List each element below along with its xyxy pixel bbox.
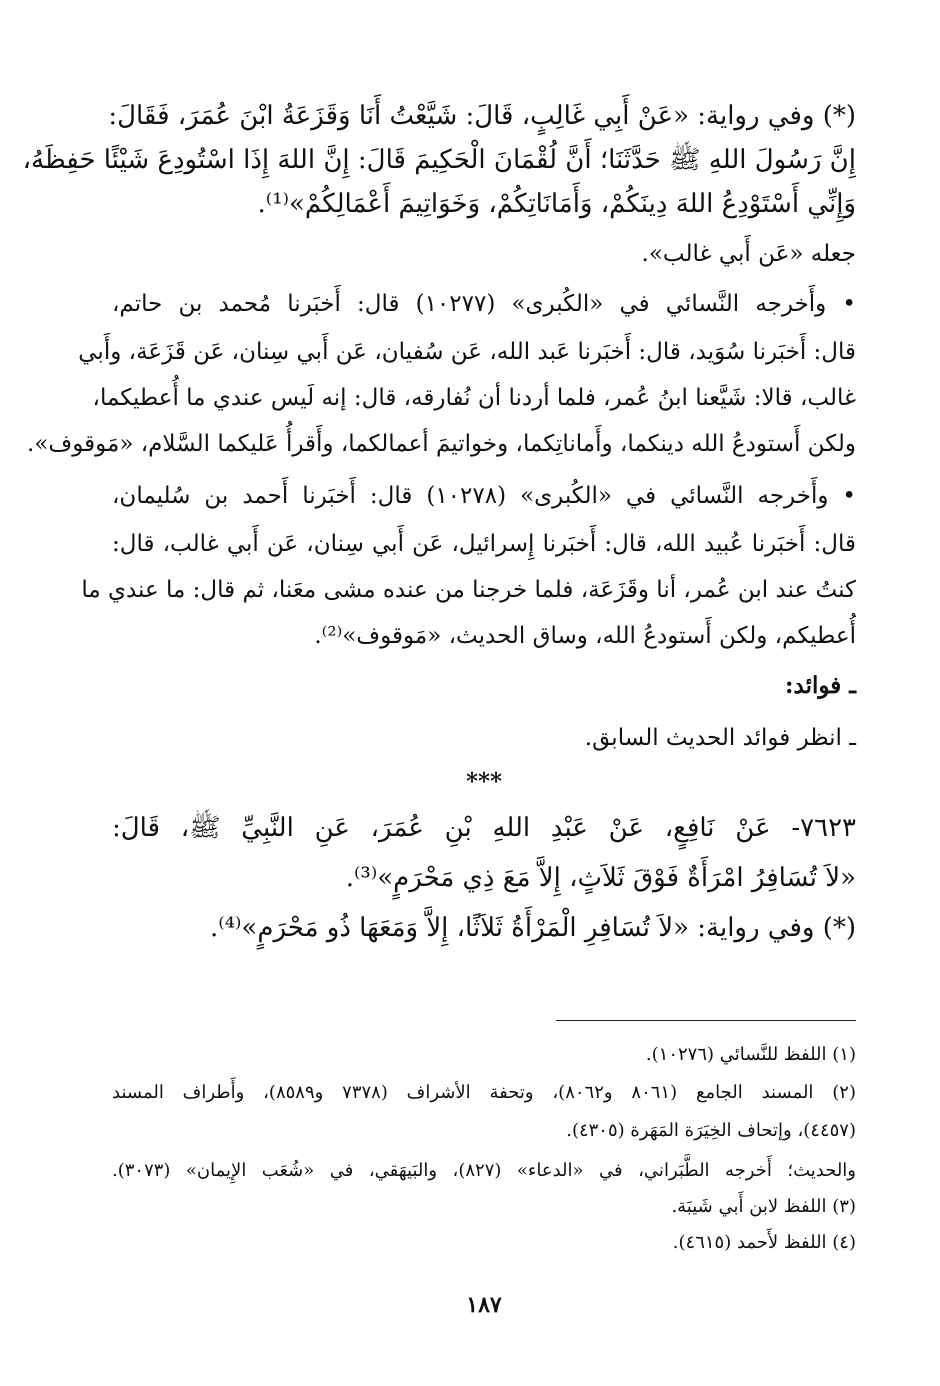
footnote-2-line-2: (٤٤٥٧)، وإتحاف الخِيَرَة المَهَرة (٤٣٠٥). bbox=[566, 1120, 856, 1141]
document-page bbox=[22, 96, 856, 1366]
hadith-line-1: ٧٦٢٣- عَنْ نَافِعٍ، عَنْ عَبْدِ اللهِ بْنِ عُمَرَ، عَنِ النَّبِيِّ ﷺ، قَالَ: bbox=[112, 813, 856, 843]
hadith-line-3: (*) وفي رواية: «لاَ تُسَافِرِ الْمَرْأَةُ ثَلاَثًا، إِلاَّ وَمَعَهَا ذُو مَحْرَمٍ»⁽⁴⁾. bbox=[209, 913, 856, 943]
section-separator: *** bbox=[465, 768, 503, 795]
takhrij-1-line-4: ولكن أَستودعُ الله دينكما، وأَماناتِكما، وخواتيمَ أعمالكما، وأَقرأُ عَليكما السَّلام، «مَوقوف». bbox=[27, 431, 856, 457]
takhrij-2-line-1: • وأَخرجه النَّسائي في «الكُبرى» (١٠٢٧٨) قال: أَخبَرنا أَحمد بن سُليمان، bbox=[112, 483, 856, 509]
takhrij-2-line-4: أُعطيكم، ولكن أَستودعُ الله، وساق الحديث، «مَوقوف»⁽²⁾. bbox=[314, 623, 856, 649]
body-line-4: جعله «عَن أَبي غالب». bbox=[641, 241, 856, 267]
page-number: ١٨٧ bbox=[466, 1292, 502, 1318]
footnote-2-line-1: (٢) المسند الجامع (٨٠٦١ و٨٠٦٢)، وتحفة الأشراف (٧٣٧٨ و٨٥٨٩)، وأَطراف المسند bbox=[112, 1082, 856, 1103]
takhrij-1-line-2: قال: أَخبَرنا سُوَيد، قال: أَخبَرنا عَبد الله، عَن سُفيان، عَن أَبي سِنان، عَن قَزَعَة، وأَبي bbox=[78, 339, 856, 365]
takhrij-1-line-3: غالب، قالا: شَيَّعنا ابنُ عُمر، فلما أردنا أن نُفارقه، قال: إنه لَيس عندي ما أُعطيكما، bbox=[92, 385, 856, 411]
footnote-4: (٤) اللفظ لأَحمد (٤٦١٥). bbox=[672, 1232, 856, 1253]
fawaid-heading: ـ فوائد: bbox=[785, 672, 856, 699]
footnote-3: (٣) اللفظ لابن أَبي شَيبَة. bbox=[671, 1196, 856, 1217]
takhrij-2-line-2: قال: أَخبَرنا عُبيد الله، قال: أَخبَرنا إِسرائيل، عَن أَبي سِنان، عَن أَبي غالب، قال: bbox=[112, 531, 856, 557]
footnote-2-line-3: والحديث؛ أَخرجه الطَّبَراني، في «الدعاء» (٨٢٧)، والبَيهَقي، في «شُعَب الإِيمان» (٣٠٧٣). bbox=[112, 1160, 856, 1181]
takhrij-2-line-3: كنتُ عند ابن عُمر، أنا وقَزَعَة، فلما خرجنا من عنده مشى معَنا، ثم قال: ما عندي ما bbox=[81, 577, 856, 603]
footnote-divider bbox=[556, 1020, 856, 1021]
footnote-1: (١) اللفظ للنَّسائي (١٠٢٧٦). bbox=[645, 1044, 856, 1065]
takhrij-1-line-1: • وأَخرجه النَّسائي في «الكُبرى» (١٠٢٧٧) قال: أَخبَرنا مُحمد بن حاتم، bbox=[112, 291, 856, 317]
body-line-3: وَإِنِّي أَسْتَوْدِعُ اللهَ دِينَكُمْ، وَأَمَانَاتِكُمْ، وَخَوَاتِيمَ أَعْمَالِكُمْ»⁽¹⁾. bbox=[257, 189, 856, 219]
fawaid-text: ـ انظر فوائد الحديث السابق. bbox=[584, 725, 856, 751]
body-line-2: إِنَّ رَسُولَ اللهِ ﷺ حَدَّثَنَا؛ أَنَّ لُقْمَانَ الْحَكِيمَ قَالَ: إِنَّ اللهَ إِذَا اسْتُودِعَ شَيْئًا حَفِظَهُ، bbox=[22, 145, 856, 175]
hadith-line-2: «لاَ تُسَافِرُ امْرَأَةٌ فَوْقَ ثَلاَثٍ، إِلاَّ مَعَ ذِي مَحْرَمٍ»⁽³⁾. bbox=[345, 863, 856, 893]
body-line-1: (*) وفي رواية: «عَنْ أَبِي غَالِبٍ، قَالَ: شَيَّعْتُ أَنَا وَقَزَعَةُ ابْنَ عُمَرَ، فَقَالَ: bbox=[108, 101, 856, 131]
